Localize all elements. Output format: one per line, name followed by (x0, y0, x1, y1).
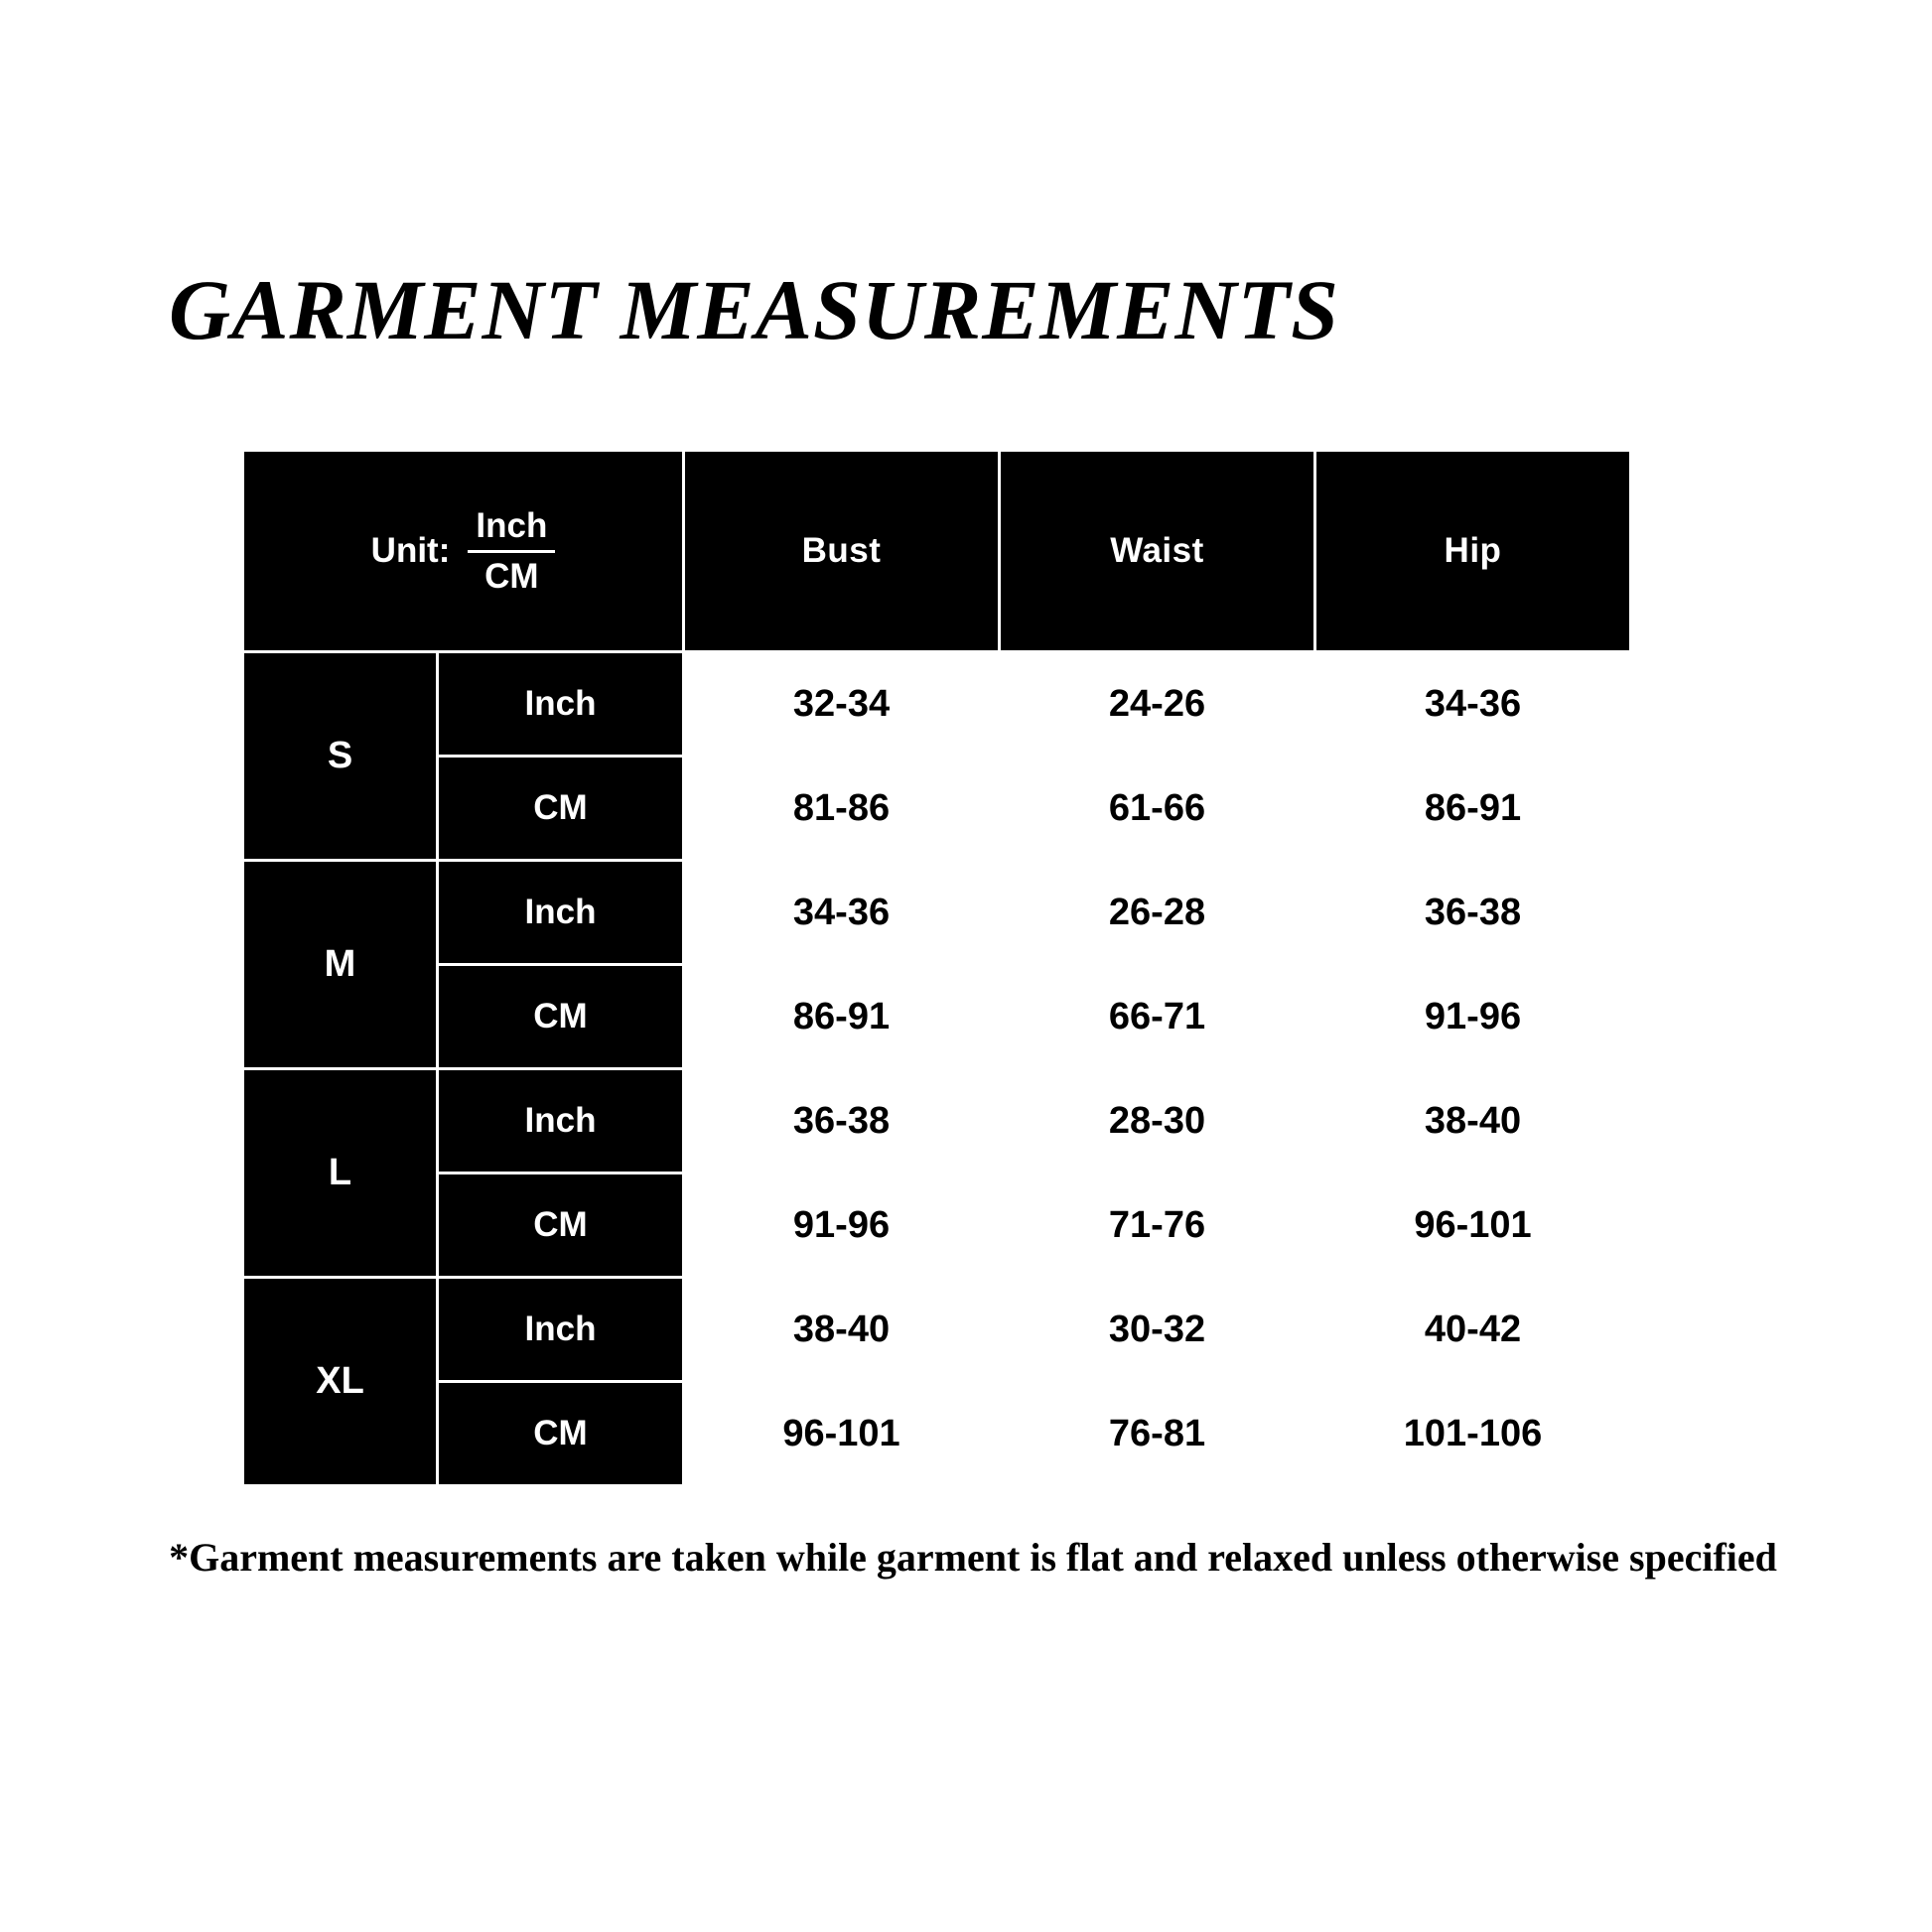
measurements-table-container (241, 449, 1631, 1487)
value-s-cm-waist: 61-66 (1000, 757, 1315, 861)
value-l-cm-hip: 96-101 (1315, 1173, 1631, 1278)
footnote: *Garment measurements are taken while garment is flat and relaxed unless otherwise specified (169, 1535, 1777, 1580)
value-l-cm-bust: 91-96 (684, 1173, 1000, 1278)
size-label-m: M (243, 861, 438, 1069)
value-xl-cm-waist: 76-81 (1000, 1382, 1315, 1486)
value-xl-inch-hip: 40-42 (1315, 1278, 1631, 1382)
table-header (243, 451, 1631, 652)
value-m-inch-hip: 36-38 (1315, 861, 1631, 965)
unit-label: Unit: (370, 531, 451, 570)
value-m-inch-waist: 26-28 (1000, 861, 1315, 965)
unit-cell-m-cm: CM (438, 965, 684, 1069)
value-s-inch-hip: 34-36 (1315, 652, 1631, 757)
value-l-inch-bust: 36-38 (684, 1069, 1000, 1173)
unit-cell-xl-cm: CM (438, 1382, 684, 1486)
unit-cell-xl-inch: Inch (438, 1278, 684, 1382)
unit-fraction-denominator: CM (484, 556, 539, 596)
unit-fraction-numerator: Inch (468, 506, 555, 552)
size-label-s: S (243, 652, 438, 861)
value-l-inch-hip: 38-40 (1315, 1069, 1631, 1173)
unit-header-cell (243, 451, 684, 652)
table-row (243, 1173, 1631, 1278)
size-label-l: L (243, 1069, 438, 1278)
table-row (243, 861, 1631, 965)
table-row (243, 1382, 1631, 1486)
column-header-bust: Bust (684, 451, 1000, 652)
value-xl-cm-bust: 96-101 (684, 1382, 1000, 1486)
column-header-waist: Waist (1000, 451, 1315, 652)
table-row (243, 965, 1631, 1069)
table-row (243, 652, 1631, 757)
unit-cell-l-cm: CM (438, 1173, 684, 1278)
page-title: GARMENT MEASUREMENTS (169, 262, 1339, 357)
table-body (243, 652, 1631, 1486)
value-m-cm-hip: 91-96 (1315, 965, 1631, 1069)
value-l-inch-waist: 28-30 (1000, 1069, 1315, 1173)
value-xl-inch-bust: 38-40 (684, 1278, 1000, 1382)
unit-cell-s-inch: Inch (438, 652, 684, 757)
value-m-inch-bust: 34-36 (684, 861, 1000, 965)
unit-cell-m-inch: Inch (438, 861, 684, 965)
table-row (243, 757, 1631, 861)
value-s-cm-bust: 81-86 (684, 757, 1000, 861)
value-s-inch-bust: 32-34 (684, 652, 1000, 757)
value-m-cm-waist: 66-71 (1000, 965, 1315, 1069)
column-header-hip: Hip (1315, 451, 1631, 652)
value-l-cm-waist: 71-76 (1000, 1173, 1315, 1278)
table-row (243, 1278, 1631, 1382)
size-label-xl: XL (243, 1278, 438, 1486)
table-header-row (243, 451, 1631, 652)
measurements-table (241, 449, 1632, 1487)
value-xl-inch-waist: 30-32 (1000, 1278, 1315, 1382)
unit-fraction (468, 506, 555, 595)
unit-cell-s-cm: CM (438, 757, 684, 861)
table-row (243, 1069, 1631, 1173)
value-s-cm-hip: 86-91 (1315, 757, 1631, 861)
value-xl-cm-hip: 101-106 (1315, 1382, 1631, 1486)
value-s-inch-waist: 24-26 (1000, 652, 1315, 757)
unit-cell-l-inch: Inch (438, 1069, 684, 1173)
value-m-cm-bust: 86-91 (684, 965, 1000, 1069)
